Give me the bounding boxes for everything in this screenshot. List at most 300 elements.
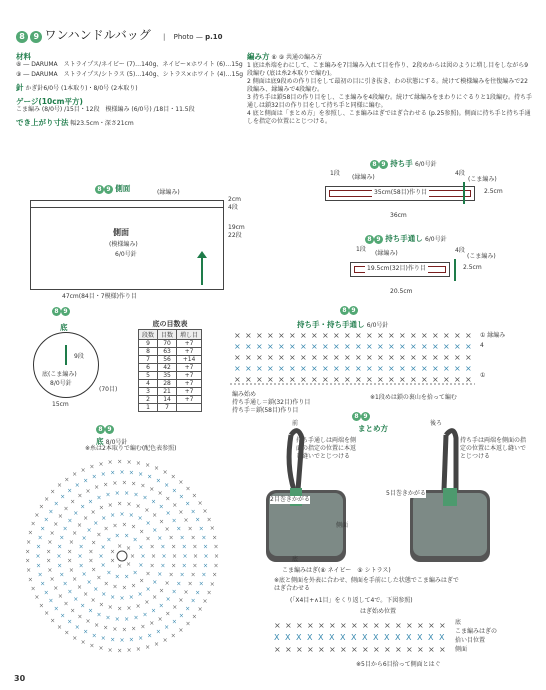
stitch-x: × (89, 463, 95, 471)
stitch-x: × (178, 612, 184, 620)
stitch-x: × (465, 342, 472, 351)
stitch-x: × (366, 353, 373, 362)
stitch-x: × (289, 331, 296, 340)
stitch-x: × (100, 543, 106, 551)
table-cell: 4 (139, 380, 158, 388)
stitch-x: × (417, 645, 424, 654)
stitch-x: X (428, 633, 434, 642)
stitch-x: × (454, 364, 461, 373)
stitch-x: × (399, 342, 406, 351)
stitch-x: × (267, 375, 274, 384)
stitch-x: × (59, 534, 65, 542)
stitch-x: × (107, 501, 113, 509)
table-cell: +7 (177, 364, 202, 372)
stitch-x: × (289, 364, 296, 373)
stitch-x: × (340, 621, 347, 630)
loop-rows-top: 1段 (356, 246, 366, 253)
stitch-x: × (57, 562, 63, 570)
stitch-x: × (149, 620, 155, 628)
bottom-circle: 9段 底(こま編み) 8/0号針 (33, 332, 99, 398)
stitch-x: × (67, 487, 73, 495)
table-row (139, 404, 202, 412)
table-cell: +14 (177, 356, 202, 364)
stitch-x: × (133, 491, 139, 499)
stitch-x: × (43, 516, 49, 524)
bottom-small-badges: 8 9 (52, 307, 70, 316)
table-cell: 28 (158, 380, 177, 388)
stitch-x: × (129, 553, 136, 560)
stitch-x: × (121, 479, 127, 487)
materials-heading: 材料 (16, 52, 31, 61)
stitch-x: × (300, 342, 307, 351)
table-cell: 70 (158, 340, 177, 348)
stitch-x: × (80, 466, 86, 474)
pattern-number-badge: 9 (30, 31, 42, 43)
stitch-x: × (417, 621, 424, 630)
stitch-x: × (160, 562, 166, 570)
stitch-x: × (47, 538, 53, 546)
assembly-note2: (「X4目+∧1目」をくり返して4で。下図参照) (290, 597, 413, 604)
stitch-x: × (206, 516, 212, 524)
stitch-x: × (72, 575, 78, 583)
stitch-x: × (144, 506, 150, 514)
stitch-x: × (46, 548, 52, 556)
stitch-x: × (351, 645, 358, 654)
stitch-x: × (168, 571, 174, 579)
bottom-width: 15cm (52, 401, 69, 408)
stitch-x: × (100, 471, 106, 479)
stitch-x: × (278, 353, 285, 362)
stitch-x: × (150, 553, 157, 560)
materials-section (16, 53, 248, 128)
stitch-x: × (142, 494, 148, 502)
stitch-x: × (384, 645, 391, 654)
stitch-x: × (176, 580, 182, 588)
stitch-x: × (100, 562, 106, 570)
stitch-x: × (150, 607, 157, 615)
stitch-x: × (86, 579, 92, 587)
stitch-x: × (105, 491, 111, 499)
stitch-x: × (406, 645, 413, 654)
stitch-x: × (130, 582, 137, 590)
stitch-x: × (152, 594, 158, 601)
stitch-x: × (160, 543, 166, 551)
stitch-x: × (373, 621, 380, 630)
stitch-x: × (333, 353, 340, 362)
stitch-x: × (388, 353, 395, 362)
bottom-small-heading: 底 (60, 323, 68, 332)
stitch-x: × (178, 597, 184, 604)
stitch-x: × (100, 634, 106, 642)
stitch-x: × (63, 600, 69, 608)
stitch-x: × (181, 543, 187, 551)
stitch-x: × (88, 557, 94, 565)
stitch-x: × (187, 525, 193, 533)
stitch-x: × (192, 543, 198, 551)
stitch-x: × (311, 342, 318, 351)
stitch-x: × (27, 576, 33, 584)
table-cell: 14 (158, 396, 177, 404)
stitch-x: × (152, 579, 158, 587)
stitch-x: × (454, 353, 461, 362)
stitch-x: × (209, 580, 215, 588)
stitch-x: × (38, 503, 44, 511)
stitch-x: × (344, 353, 351, 362)
stitch-x: × (171, 553, 178, 560)
stitch-x: × (81, 534, 87, 542)
title-bar: 8 9 ワンハンドルバッグ | Photo — p.10 (16, 26, 222, 43)
stitch-x: × (344, 342, 351, 351)
stitch-x: × (145, 644, 151, 651)
instructions-heading: 編み方 (247, 52, 270, 61)
stitch-x: × (101, 590, 107, 598)
stitch-x: × (410, 375, 417, 384)
stitch-x: × (209, 525, 215, 533)
stitch-x: × (410, 353, 417, 362)
stitch-x: × (73, 510, 79, 518)
stitch-x: × (103, 624, 109, 632)
instruction-step: 1 底は糸端をわにして、こま編みを7目編み入れて目を作り、2段めからは図のように増し目をしながら9段編む (底は糸2本取りで編む)。 (247, 62, 529, 77)
stitch-x: × (267, 331, 274, 340)
stitch-x: × (421, 364, 428, 373)
table-cell: 5 (139, 372, 158, 380)
stitch-x: × (165, 495, 171, 503)
arrow-head-icon (197, 251, 207, 258)
stitch-x: × (90, 509, 96, 517)
stitch-x: × (311, 331, 318, 340)
stitch-x: X (318, 633, 324, 642)
stitch-x: × (168, 534, 174, 542)
stitch-x: × (128, 512, 134, 520)
stitch-x: × (190, 508, 196, 516)
stitch-x: × (158, 503, 164, 511)
stitch-x: × (47, 567, 53, 575)
stitch-x: × (256, 342, 263, 351)
stitch-x: × (278, 342, 285, 351)
stitch-x: × (124, 573, 130, 581)
stitch-x: × (410, 364, 417, 373)
stitch-x: × (300, 375, 307, 384)
stitch-x: × (388, 364, 395, 373)
stitch-x: × (366, 342, 373, 351)
stitch-x: × (443, 364, 450, 373)
stitch-x: × (145, 535, 151, 543)
stitch-x: × (94, 484, 100, 491)
stitch-x: × (67, 618, 73, 626)
stitch-x: × (158, 518, 165, 526)
stitch-x: × (43, 589, 49, 597)
stitch-x: × (135, 602, 141, 610)
stitch-x: × (162, 468, 168, 476)
stitch-x: × (56, 482, 63, 490)
stitch-x: × (150, 498, 157, 506)
stitch-x: × (112, 522, 118, 530)
stitch-x: × (355, 375, 362, 384)
stitch-x: × (164, 579, 170, 587)
stitch-x: × (465, 331, 472, 340)
stitch-x: × (355, 342, 362, 351)
stitch-x: × (93, 520, 99, 528)
stitch-x: × (421, 375, 428, 384)
stitch-x: × (165, 595, 171, 603)
bottom-chart-heading: 底 8/0号針 (96, 437, 128, 446)
stitch-x: × (96, 531, 102, 539)
table-cell: +7 (177, 396, 202, 404)
stitch-x: × (121, 584, 127, 592)
loop-height: 2.5cm (463, 264, 482, 271)
stitch-x: × (121, 626, 127, 634)
stitch-x: × (49, 529, 55, 537)
stitch-x: × (406, 621, 413, 630)
stitch-x: × (56, 623, 63, 631)
table-cell: 1 (139, 404, 158, 412)
stitch-x: × (172, 604, 178, 612)
stitch-x: × (114, 490, 120, 498)
stitch-x: × (91, 566, 97, 574)
stitch-x: × (307, 645, 314, 654)
table-cell: +7 (177, 348, 202, 356)
seam-chart (270, 618, 455, 663)
stitch-x: × (62, 580, 68, 588)
stitch-x: × (25, 557, 31, 565)
needle-label: 6/0号針 (115, 251, 137, 258)
stitch-x: × (98, 553, 104, 560)
table-cell: 2 (139, 396, 158, 404)
stitch-x: × (35, 562, 42, 570)
stitch-x: × (198, 525, 204, 533)
stitch-x: × (37, 534, 43, 542)
stitch-x: × (322, 375, 329, 384)
stitch-x: × (178, 626, 184, 634)
stitch-x: × (421, 353, 428, 362)
stitch-x: × (428, 621, 435, 630)
stitch-x: × (130, 523, 137, 531)
stitch-x: × (103, 481, 109, 489)
stitch-x: × (234, 331, 241, 340)
stitch-x: × (202, 543, 209, 551)
stitch-x: × (149, 562, 155, 570)
stitch-x: × (153, 465, 160, 472)
stitch-x: × (26, 567, 32, 575)
stitch-x: × (162, 637, 168, 645)
stitch-count-table (138, 329, 202, 412)
stitch-x: × (373, 645, 380, 654)
table-cell: +7 (177, 388, 202, 396)
stitch-x: × (171, 543, 177, 551)
stitch-x: × (187, 580, 193, 588)
stitch-x: × (245, 342, 252, 351)
table-header: 目数 (158, 330, 177, 340)
stitch-x: × (213, 553, 220, 560)
stitch-x: × (138, 471, 144, 479)
stitch-x: × (399, 353, 406, 362)
table-cell: 63 (158, 348, 177, 356)
bottom-stitches: (70目) (99, 386, 118, 393)
stitch-x: × (119, 637, 125, 644)
stitch-x: X (274, 633, 280, 642)
stitch-x: × (157, 571, 163, 579)
stitch-x: × (172, 501, 178, 509)
loop-width: 20.5cm (390, 288, 413, 295)
needle-heading: 針 (16, 83, 24, 92)
table-cell: 6 (139, 364, 158, 372)
stitch-x: × (256, 375, 263, 384)
stitch-x: × (144, 599, 150, 607)
stitch-x: × (432, 353, 439, 362)
stitch-x: × (62, 525, 68, 533)
stitch-x: × (333, 331, 340, 340)
stitch-x: × (112, 583, 118, 591)
stitch-x: × (76, 522, 83, 530)
stitch-x: × (57, 512, 63, 520)
stitch-x: × (202, 562, 209, 570)
stitch-x: × (30, 520, 36, 528)
stitch-x: × (432, 342, 439, 351)
stitch-x: × (117, 542, 123, 550)
stitch-x: × (37, 571, 43, 579)
stitch-x: × (140, 623, 146, 631)
stitch-x: × (109, 557, 116, 565)
table-row (139, 348, 202, 356)
stitch-x: × (344, 331, 351, 340)
table-cell: 56 (158, 356, 177, 364)
stitch-x: × (103, 580, 109, 588)
stitch-x: × (439, 621, 446, 630)
stitch-x: × (340, 645, 347, 654)
stitch-x: × (333, 364, 340, 373)
stitch-x: × (443, 375, 450, 384)
table-cell: 8 (139, 348, 158, 356)
stitch-x: X (329, 633, 335, 642)
stitch-x: × (384, 621, 391, 630)
stitch-x: × (96, 494, 102, 502)
loop-arrow (454, 259, 456, 281)
stitch-x: × (366, 375, 373, 384)
stitch-x: × (322, 353, 329, 362)
stitch-x: × (191, 613, 197, 621)
stitch-x: × (170, 632, 176, 640)
stitch-x: × (190, 597, 196, 605)
photo-label: Photo — (173, 33, 203, 41)
table-cell: 21 (158, 388, 177, 396)
stitch-x: × (171, 517, 177, 525)
stitch-x: × (178, 509, 184, 516)
stitch-x: × (179, 534, 185, 542)
handle-diagram: 35cm(58目)作り目 (325, 186, 475, 201)
table-cell: 3 (139, 388, 158, 396)
handle-chart-heading: 持ち手・持ち手通し 6/0号針 (297, 320, 389, 329)
stitch-x: × (322, 331, 329, 340)
stitch-x: × (67, 557, 73, 565)
bottom-chart-badges: 8 9 (96, 425, 114, 434)
stitch-x: X (384, 633, 390, 642)
stitch-x: × (74, 481, 80, 489)
stitch-x: × (145, 462, 151, 469)
stitch-x: × (125, 561, 132, 569)
stitch-x: × (201, 534, 207, 542)
stitch-x: × (355, 331, 362, 340)
stitch-x: X (296, 633, 302, 642)
stitch-x: × (34, 512, 40, 519)
stitch-x: × (77, 553, 83, 560)
stitch-x: × (105, 614, 111, 622)
stitch-x: × (98, 504, 104, 512)
side-label: 側面 (336, 522, 349, 529)
stitch-x: × (158, 587, 165, 595)
stitch-x: × (164, 624, 170, 632)
stitch-chart (230, 332, 480, 390)
chart-notes: 編み始め 持ち手通し＝鎖(32目)作り目 持ち手＝鎖(58目)作り目 (232, 391, 311, 414)
back-rows: 5目巻きかがる (386, 490, 426, 497)
stitch-x: × (48, 597, 54, 605)
loop-rows: 4段 (455, 247, 465, 254)
stitch-x: × (432, 331, 439, 340)
stitch-x: × (432, 364, 439, 373)
stitch-x: × (153, 641, 160, 648)
stitch-x: × (126, 501, 132, 508)
stitch-x: × (234, 342, 241, 351)
stitch-x: × (96, 574, 102, 582)
stitch-x: × (72, 471, 78, 479)
stitch-x: × (377, 375, 384, 384)
stitch-x: × (77, 613, 83, 621)
assembly-heading: まとめ方 (358, 424, 388, 433)
stitch-x: × (60, 612, 66, 620)
stitch-x: × (112, 626, 118, 634)
stitch-x: × (179, 571, 185, 579)
stitch-x: × (64, 476, 70, 484)
stitch-x: × (133, 614, 139, 622)
stitch-x: × (212, 534, 218, 542)
stitch-x: × (34, 594, 40, 601)
stitch-x: × (176, 525, 182, 533)
stitch-x: × (465, 353, 472, 362)
stitch-x: × (171, 487, 177, 495)
stitch-x: × (178, 493, 184, 501)
stitch-x: × (91, 632, 97, 640)
front-rows: 2目巻きかがる (270, 496, 310, 503)
stitch-x: × (112, 479, 118, 487)
stitch-x: × (87, 607, 94, 615)
stitch-x: × (395, 645, 402, 654)
stitch-x: × (49, 576, 55, 584)
stitch-x: × (117, 605, 123, 613)
stitch-x: × (318, 621, 325, 630)
stitch-x: × (56, 553, 62, 560)
stitch-x: × (137, 515, 143, 523)
handle-height: 2.5cm (484, 188, 503, 195)
stitch-x: × (83, 628, 89, 636)
instruction-step: 4 底と側面は「まとめ方」を参照し、こま編みはぎではぎ合わせる (p.25参照)。側面に持ち手と持ち手通しを指定の位置にとじつける。 (247, 110, 531, 125)
stitch-x: × (145, 585, 151, 593)
stitch-x: × (192, 553, 199, 560)
table-cell: 7 (139, 356, 158, 364)
stitch-x: × (300, 331, 307, 340)
stitch-x: × (98, 460, 104, 468)
handle-rows: 4段 (455, 170, 465, 177)
stitch-x: × (344, 364, 351, 373)
stitch-x: × (135, 503, 141, 511)
stitch-x: × (256, 364, 263, 373)
table-cell: 7 (158, 404, 177, 412)
assembly-note: ※底と側面を外表に合わせ、側面を手前にした状態でこま編みはぎではぎ合わせる (274, 577, 459, 592)
stitch-x: × (443, 353, 450, 362)
stitch-x: × (48, 508, 54, 516)
stitch-x: × (96, 611, 102, 619)
stitch-x: × (132, 536, 138, 544)
handle-heading: 8 9 持ち手 6/0号針 (370, 158, 437, 169)
stitch-x: × (132, 569, 138, 577)
